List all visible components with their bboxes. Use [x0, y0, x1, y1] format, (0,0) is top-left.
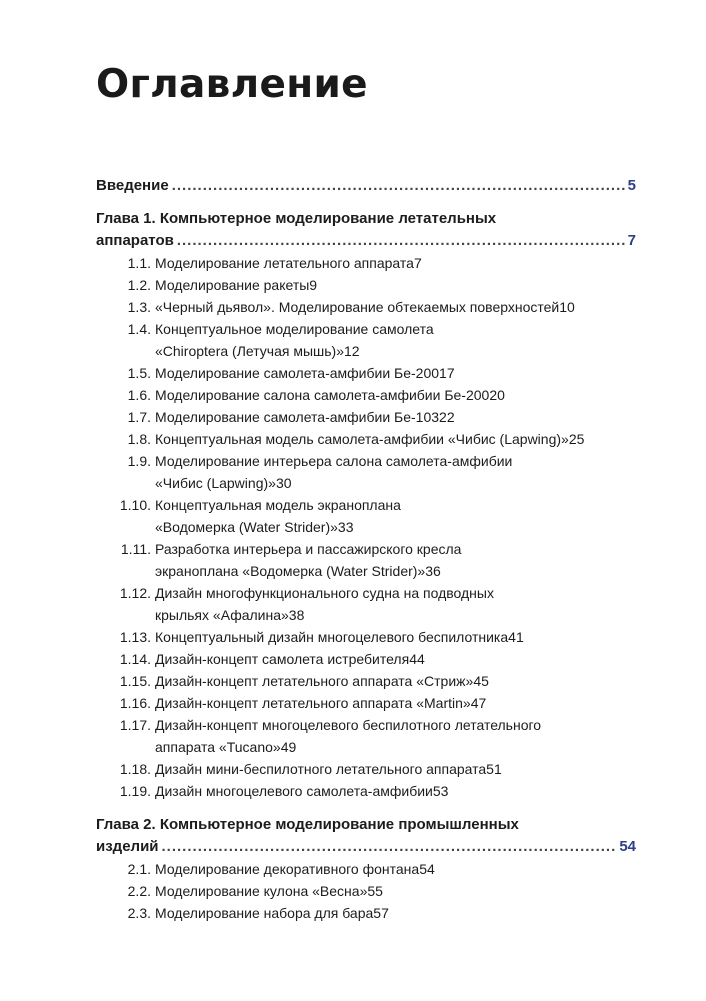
section-number-spacer — [96, 340, 155, 362]
section-number: 1.19. — [119, 783, 151, 799]
toc-section[interactable] — [96, 582, 636, 626]
section-line — [96, 494, 636, 516]
section-body — [155, 296, 575, 318]
section-body — [155, 902, 389, 924]
toc-section[interactable] — [96, 858, 636, 880]
section-number: 1.16. — [119, 695, 151, 711]
section-title: Моделирование декоративного фонтана — [155, 861, 420, 877]
page-number: 22 — [439, 409, 455, 425]
section-body — [155, 252, 422, 274]
page-number: 45 — [473, 673, 489, 689]
section-number: 1.18. — [119, 761, 151, 777]
section-number: 1.4. — [127, 321, 151, 337]
chapter-title-end[interactable] — [96, 836, 636, 858]
section-line — [96, 714, 636, 736]
page-number: 44 — [409, 651, 425, 667]
page-number: 38 — [288, 607, 305, 623]
section-number: 1.2. — [127, 277, 151, 293]
section-body — [155, 384, 505, 406]
section-number: 1.10. — [119, 497, 151, 513]
toc-section[interactable] — [96, 670, 636, 692]
section-body — [155, 648, 425, 670]
section-number: 2.2. — [127, 883, 151, 899]
section-line — [96, 736, 636, 758]
section-body — [155, 880, 383, 902]
chapter-1 — [96, 208, 636, 811]
section-title: Моделирование кулона «Весна» — [155, 883, 368, 899]
section-number-spacer — [96, 560, 155, 582]
chapter-title-end[interactable] — [96, 230, 636, 252]
page-number: 54 — [619, 838, 636, 855]
toc-section[interactable] — [96, 714, 636, 758]
toc-section[interactable] — [96, 362, 636, 384]
section-title: Концептуальная модель экраноплана — [155, 497, 401, 513]
section-title: Концептуальный дизайн многоцелевого беспилотника — [155, 629, 509, 645]
section-number: 1.3. — [127, 299, 151, 315]
section-title: Концептуальная модель самолета-амфибии «Чибис (Lapwing)» — [155, 431, 569, 447]
page-number: 5 — [627, 177, 636, 194]
section-number: 1.14. — [119, 651, 151, 667]
page-number: 12 — [344, 343, 360, 359]
section-title: Моделирование набора для бара — [155, 905, 374, 921]
section-body — [155, 560, 441, 582]
section-title: Моделирование ракеты — [155, 277, 310, 293]
section-title: Моделирование салона самолета-амфибии Бе-200 — [155, 387, 490, 403]
section-body — [155, 318, 434, 340]
section-number: 2.3. — [127, 905, 151, 921]
entry-title: Введение — [96, 177, 169, 194]
section-line — [96, 472, 636, 494]
page-number: 51 — [486, 761, 502, 777]
page-number: 10 — [559, 299, 575, 315]
dot-leader — [172, 175, 625, 197]
section-number: 1.9. — [127, 453, 151, 469]
section-title: экраноплана «Водомерка (Water Strider)» — [155, 563, 426, 579]
page-number: 7 — [413, 255, 422, 271]
section-title: «Водомерка (Water Strider)» — [155, 519, 338, 535]
section-line — [96, 582, 636, 604]
section-line — [96, 604, 636, 626]
page-number: 47 — [470, 695, 487, 711]
section-title: «Чибис (Lapwing)» — [155, 475, 276, 491]
toc-section[interactable] — [96, 384, 636, 406]
section-number-spacer — [96, 472, 155, 494]
section-title: Дизайн многофункционального судна на подводных — [155, 585, 494, 601]
toc-section[interactable] — [96, 538, 636, 582]
section-title: Моделирование летательного аппарата — [155, 255, 414, 271]
toc-section[interactable] — [96, 428, 636, 450]
toc-section[interactable] — [96, 692, 636, 714]
section-title: Дизайн-концепт самолета истребителя — [155, 651, 410, 667]
section-title: «Черный дьявол». Моделирование обтекаемых поверхностей — [155, 299, 560, 315]
page-number: 53 — [432, 783, 449, 799]
section-body — [155, 714, 541, 736]
section-title: Моделирование интерьера салона самолета-амфибии — [155, 453, 513, 469]
section-body — [155, 626, 524, 648]
page-title: Оглавление — [96, 62, 368, 107]
page-number: 49 — [280, 739, 297, 755]
section-number: 1.6. — [127, 387, 151, 403]
section-number: 1.13. — [119, 629, 151, 645]
toc-section[interactable] — [96, 626, 636, 648]
section-number: 1.11. — [120, 541, 151, 557]
section-body — [155, 604, 304, 626]
section-title: Дизайн мини-беспилотного летательного аппарата — [155, 761, 487, 777]
section-number: 1.15. — [119, 673, 151, 689]
section-body — [155, 692, 486, 714]
section-title: Моделирование самолета-амфибии Бе-200 — [155, 365, 440, 381]
page-number: 30 — [275, 475, 292, 491]
section-line — [96, 318, 636, 340]
section-title: Дизайн-концепт многоцелевого беспилотного летательного — [155, 717, 542, 733]
section-number: 1.5. — [127, 365, 151, 381]
table-of-contents — [96, 175, 636, 927]
section-number: 1.1. — [127, 255, 151, 271]
section-title: Дизайн многоцелевого самолета-амфибии — [155, 783, 433, 799]
section-body — [155, 858, 435, 880]
toc-section[interactable] — [96, 296, 636, 318]
section-body — [155, 274, 317, 296]
section-number: 2.1. — [127, 861, 151, 877]
section-title: крыльях «Афалина» — [155, 607, 289, 623]
section-number: 1.17. — [119, 717, 151, 733]
section-title: Моделирование самолета-амфибии Бе-103 — [155, 409, 440, 425]
entry-title: изделий — [96, 838, 159, 855]
section-number-spacer — [96, 604, 155, 626]
chapter-gap — [96, 802, 636, 811]
page-number: 20 — [489, 387, 505, 403]
section-title: аппарата «Tucano» — [155, 739, 281, 755]
section-line — [96, 516, 636, 538]
section-body — [155, 736, 296, 758]
toc-section[interactable] — [96, 450, 636, 494]
page-number: 55 — [367, 883, 383, 899]
page-number: 41 — [508, 629, 524, 645]
section-number: 1.7. — [127, 409, 151, 425]
section-body — [155, 362, 455, 384]
section-body — [155, 450, 512, 472]
section-line — [96, 560, 636, 582]
page-number: 33 — [337, 519, 354, 535]
toc-section[interactable] — [96, 252, 636, 274]
section-body — [155, 494, 401, 516]
toc-section[interactable] — [96, 318, 636, 362]
section-body — [155, 582, 494, 604]
section-body — [155, 780, 448, 802]
toc-section[interactable] — [96, 880, 636, 902]
entry-title: аппаратов — [96, 232, 174, 249]
section-title: Дизайн-концепт летательного аппарата «Стриж» — [155, 673, 474, 689]
section-title: «Chiroptera (Летучая мышь)» — [155, 343, 344, 359]
toc-section[interactable] — [96, 494, 636, 538]
section-title: Дизайн-концепт летательного аппарата «Martin» — [155, 695, 471, 711]
section-body — [155, 406, 455, 428]
dot-leader — [162, 836, 617, 858]
section-title: Концептуальное моделирование самолета — [155, 321, 434, 337]
page-number: 36 — [425, 563, 441, 579]
page-number: 7 — [627, 232, 636, 249]
chapter-title-line[interactable]: Глава 1. Компьютерное моделирование летательных — [96, 210, 497, 227]
section-body — [155, 340, 360, 362]
section-body — [155, 428, 584, 450]
section-line — [96, 538, 636, 560]
section-body — [155, 516, 354, 538]
section-body — [155, 758, 502, 780]
toc-section[interactable] — [96, 758, 636, 780]
page-number: 57 — [373, 905, 389, 921]
section-line — [96, 340, 636, 362]
toc-section[interactable] — [96, 274, 636, 296]
page-number: 17 — [439, 365, 455, 381]
page-number: 9 — [309, 277, 318, 293]
section-title: Разработка интерьера и пассажирского кресла — [155, 541, 462, 557]
toc-intro[interactable] — [96, 175, 636, 197]
toc-section[interactable] — [96, 902, 636, 924]
toc-section[interactable] — [96, 406, 636, 428]
section-number: 1.12. — [119, 585, 151, 601]
toc-section[interactable] — [96, 780, 636, 802]
page-number: 54 — [419, 861, 435, 877]
page-number: 25 — [568, 431, 585, 447]
chapter-2 — [96, 814, 636, 924]
chapter-title-line[interactable]: Глава 2. Компьютерное моделирование промышленных — [96, 816, 519, 833]
toc-section[interactable] — [96, 648, 636, 670]
section-number-spacer — [96, 736, 155, 758]
section-body — [155, 538, 461, 560]
section-body — [155, 670, 489, 692]
section-number-spacer — [96, 516, 155, 538]
section-line — [96, 450, 636, 472]
section-number: 1.8. — [127, 431, 151, 447]
dot-leader — [177, 230, 625, 252]
section-body — [155, 472, 292, 494]
